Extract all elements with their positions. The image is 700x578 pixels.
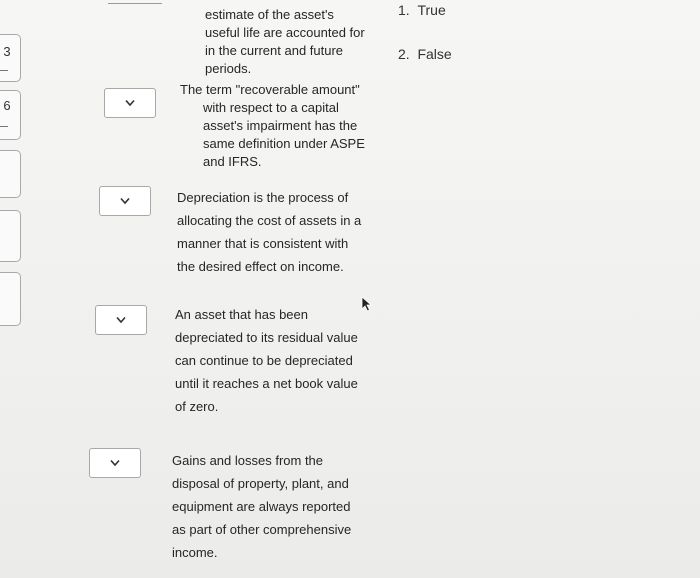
option-number: 2. xyxy=(398,46,410,62)
question-nav-strip xyxy=(0,0,24,578)
answer-dropdown[interactable] xyxy=(89,448,141,478)
question-text xyxy=(180,81,365,171)
answer-dropdown[interactable] xyxy=(99,186,151,216)
answer-option-true xyxy=(398,2,446,18)
option-label: False xyxy=(417,46,452,62)
question-line: allocating the cost of assets in a xyxy=(177,213,362,228)
question-line: periods. xyxy=(205,61,252,76)
question-line: with respect to a capital xyxy=(203,100,339,115)
chevron-down-icon xyxy=(110,459,120,467)
question-nav-tab[interactable] xyxy=(0,90,21,140)
question-line: as part of other comprehensive xyxy=(172,522,352,537)
chevron-down-icon xyxy=(116,316,126,324)
question-nav-tab[interactable] xyxy=(0,210,21,262)
question-line: useful life are accounted for xyxy=(205,25,365,40)
question-text xyxy=(177,186,361,278)
question-line: of zero. xyxy=(175,399,219,414)
chevron-down-icon xyxy=(125,99,135,107)
question-nav-number: 6 xyxy=(3,98,11,113)
question-line: income. xyxy=(172,545,218,560)
divider xyxy=(0,126,8,127)
question-line: until it reaches a net book value xyxy=(175,376,358,391)
question-text xyxy=(205,6,365,78)
chevron-down-icon xyxy=(120,197,130,205)
option-label: True xyxy=(417,2,446,18)
question-line: in the current and future xyxy=(205,43,344,58)
question-line: Gains and losses from the xyxy=(172,453,324,468)
question-line: estimate of the asset's xyxy=(205,7,334,22)
answer-dropdown[interactable] xyxy=(104,88,156,118)
question-text xyxy=(172,449,351,564)
question-line: and IFRS. xyxy=(203,154,262,169)
question-line: The term "recoverable amount" xyxy=(180,82,360,97)
question-line: Depreciation is the process of xyxy=(177,190,349,205)
question-line: An asset that has been xyxy=(175,307,308,322)
question-line: manner that is consistent with xyxy=(177,236,349,251)
question-line: asset's impairment has the xyxy=(203,118,358,133)
question-nav-number: 3 xyxy=(3,44,11,59)
option-number: 1. xyxy=(398,2,410,18)
question-nav-tab[interactable] xyxy=(0,34,21,82)
question-line: the desired effect on income. xyxy=(177,259,344,274)
question-line: equipment are always reported xyxy=(172,499,351,514)
answer-dropdown[interactable] xyxy=(95,305,147,335)
mouse-cursor-icon xyxy=(360,296,374,312)
question-line: depreciated to its residual value xyxy=(175,330,358,345)
divider xyxy=(108,3,162,4)
question-line: can continue to be depreciated xyxy=(175,353,353,368)
answer-option-false xyxy=(398,46,452,62)
question-text xyxy=(175,303,358,418)
question-nav-tab[interactable] xyxy=(0,272,21,326)
question-line: same definition under ASPE xyxy=(203,136,365,151)
divider xyxy=(0,70,8,71)
question-nav-tab[interactable] xyxy=(0,150,21,198)
question-line: disposal of property, plant, and xyxy=(172,476,349,491)
